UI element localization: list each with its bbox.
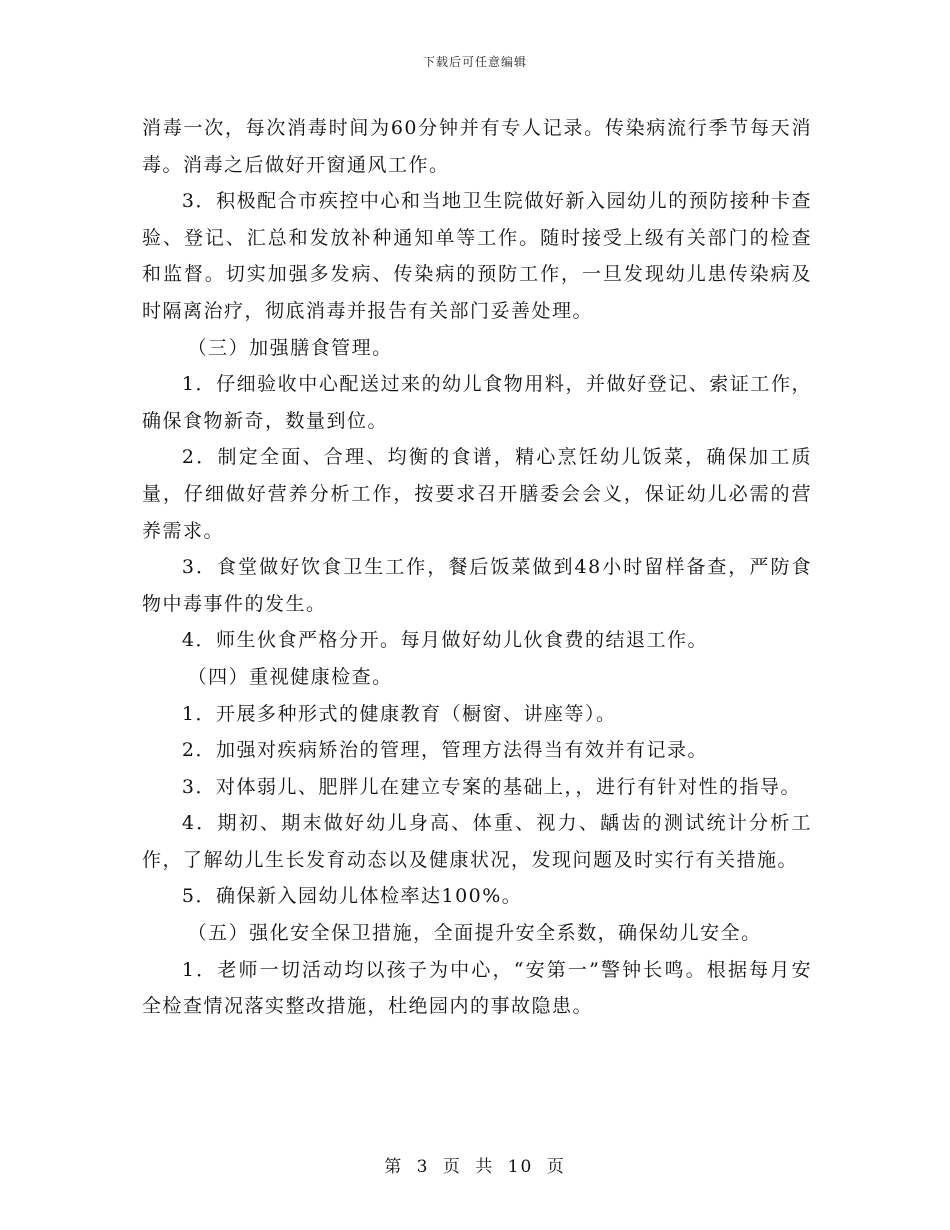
section-heading: （三）加强膳食管理。 [187,336,393,359]
paragraph-item: 1．仔细验收中心配送过来的幼儿食物用料，并做好登记、索证工作，确保食物新奇，数量到位。 [142,373,812,432]
paragraph-item: 5．确保新入园幼儿体检率达100%。 [181,885,523,908]
header-note: 下载后可任意编辑 [422,55,527,69]
paragraph-item: 2．加强对疾病矫治的管理，管理方法得当有效并有记录。 [181,739,708,762]
page-footer [0,1157,950,1177]
paragraph-item: 1．老师一切活动均以孩子为中心，“安第一”警钟长鸣。根据每月安全检查情况落实整改措施，杜绝园内的事故隐患。 [142,958,812,1018]
paragraph-item: 2．制定全面、合理、均衡的食谱，精心烹饪幼儿饭菜，确保加工质量，仔细做好营养分析工作，按要求召开膳委会会义，保证幼儿必需的营养需求。 [142,446,812,542]
paragraph-item: 1．开展多种形式的健康教育（橱窗、讲座等）。 [181,702,617,725]
paragraph-item: 3．对体弱儿、肥胖儿在建立专案的基础上，，进行有针对性的指导。 [181,775,801,798]
paragraph-item: 3．食堂做好饮食卫生工作，餐后饭菜做到48小时留样备查，严防食物中毒事件的发生。 [142,556,812,615]
section-heading: （四）重视健康检查。 [187,665,393,688]
page-number-label: 第 3 页 共 10 页 [384,1157,566,1177]
paragraph-item: 3．积极配合市疾控中心和当地卫生院做好新入园幼儿的预防接种卡查验、登记、汇总和发放补种通知单等工作。随时接受上级有关部门的检查和监督。切实加强多发病、传染病的预防工作，一旦发现幼儿患传染病及时隔离治疗，彻底消毒并报告有关部门妥善处理。 [142,190,812,322]
paragraph-continuation: 消毒一次，每次消毒时间为60分钟并有专人记录。传染病流行季节每天消毒。消毒之后做好开窗通风工作。 [142,117,812,176]
paragraph-item: 4．期初、期末做好幼儿身高、体重、视力、龋齿的测试统计分析工作，了解幼儿生长发育动态以及健康状况，发现问题及时实行有关措施。 [142,812,812,871]
section-heading: （五）强化安全保卫措施，全面提升安全系数，确保幼儿安全。 [187,922,762,945]
page-header [0,54,950,70]
document-body [142,110,812,1025]
paragraph-item: 4．师生伙食严格分开。每月做好幼儿伙食费的结退工作。 [181,629,708,652]
